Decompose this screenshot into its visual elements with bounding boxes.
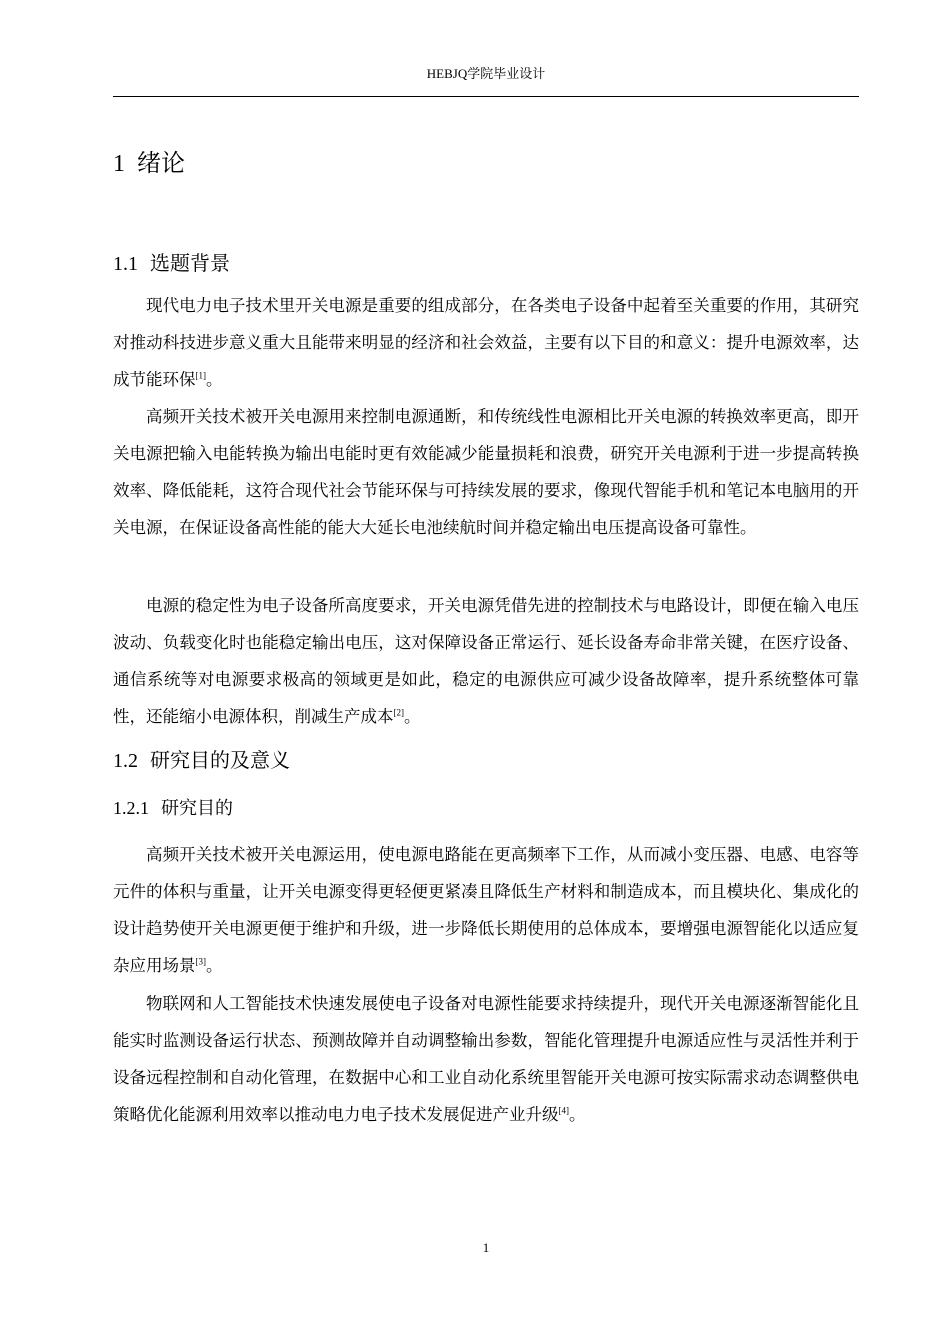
citation: [2]: [393, 707, 404, 718]
paragraph: [113, 836, 859, 984]
paragraph: [113, 398, 859, 546]
chapter-title: 绪论: [137, 149, 185, 177]
paragraph-text: 高频开关技术被开关电源用来控制电源通断，和传统线性电源相比开关电源的转换效率更高，即开关电源把输入电能转换为输出电能时更有效能减少能量损耗和浪费，研究开关电源利于进一步提高转换效率、降低能耗，这符合现代社会节能环保与可持续发展的要求，像现代智能手机和笔记本电脑用的开关电源，在保证设备高性能的能大大延长电池续航时间并稳定输出电压提高设备可靠性。: [113, 407, 859, 537]
citation: [4]: [558, 1105, 569, 1116]
paragraph-tail: 。: [569, 1105, 586, 1124]
chapter-number: 1: [113, 151, 125, 177]
paragraph-tail: 。: [206, 370, 223, 389]
citation: [3]: [195, 956, 206, 967]
paragraph-tail: 。: [404, 707, 421, 726]
chapter-heading: [113, 147, 185, 180]
paragraph-text: 电源的稳定性为电子设备所高度要求，开关电源凭借先进的控制技术与电路设计，即便在输入电压波动、负载变化时也能稳定输出电压，这对保障设备正常运行、延长设备寿命非常关键，在医疗设备、通信系统等对电源要求极高的领域更是如此，稳定的电源供应可减少设备故障率，提升系统整体可靠性，还能缩小电源体积，削减生产成本: [113, 596, 859, 726]
header-rule: [113, 96, 859, 97]
paragraph-tail: 。: [206, 956, 223, 975]
section-1-2-1-number: 1.2.1: [113, 798, 149, 818]
section-1-2-1-title: 研究目的: [161, 798, 233, 819]
section-1-2-1-heading: [113, 795, 233, 822]
paragraph-text: 物联网和人工智能技术快速发展使电子设备对电源性能要求持续提升，现代开关电源逐渐智能化且能实时监测设备运行状态、预测故障并自动调整输出参数，智能化管理提升电源适应性与灵活性并利于设备远程控制和自动化管理，在数据中心和工业自动化系统里智能开关电源可按实际需求动态调整供电策略优化能源利用效率以推动电力电子技术发展促进产业升级: [113, 994, 859, 1124]
section-1-1-heading: [113, 249, 230, 278]
page-header: HEBJQ学院毕业设计: [426, 66, 546, 81]
paragraph-text: 现代电力电子技术里开关电源是重要的组成部分，在各类电子设备中起着至关重要的作用，其研究对推动科技进步意义重大且能带来明显的经济和社会效益，主要有以下目的和意义：提升电源效率，达成节能环保: [113, 296, 859, 389]
section-1-2-heading: [113, 746, 290, 775]
section-1-2-title: 研究目的及意义: [150, 748, 290, 772]
paragraph: [113, 985, 859, 1133]
paragraph-text: 高频开关技术被开关电源运用，使电源电路能在更高频率下工作，从而减小变压器、电感、电容等元件的体积与重量，让开关电源变得更轻便更紧凑且降低生产材料和制造成本，而且模块化、集成化的设计趋势使开关电源更便于维护和升级，进一步降低长期使用的总体成本，要增强电源智能化以适应复杂应用场景: [113, 845, 859, 975]
citation: [1]: [195, 370, 206, 381]
section-1-1-number: 1.1: [113, 253, 138, 275]
paragraph: [113, 287, 859, 398]
paragraph: [113, 587, 859, 735]
section-1-1-title: 选题背景: [150, 251, 230, 275]
page-number: 1: [482, 1240, 490, 1255]
section-1-2-number: 1.2: [113, 750, 138, 772]
